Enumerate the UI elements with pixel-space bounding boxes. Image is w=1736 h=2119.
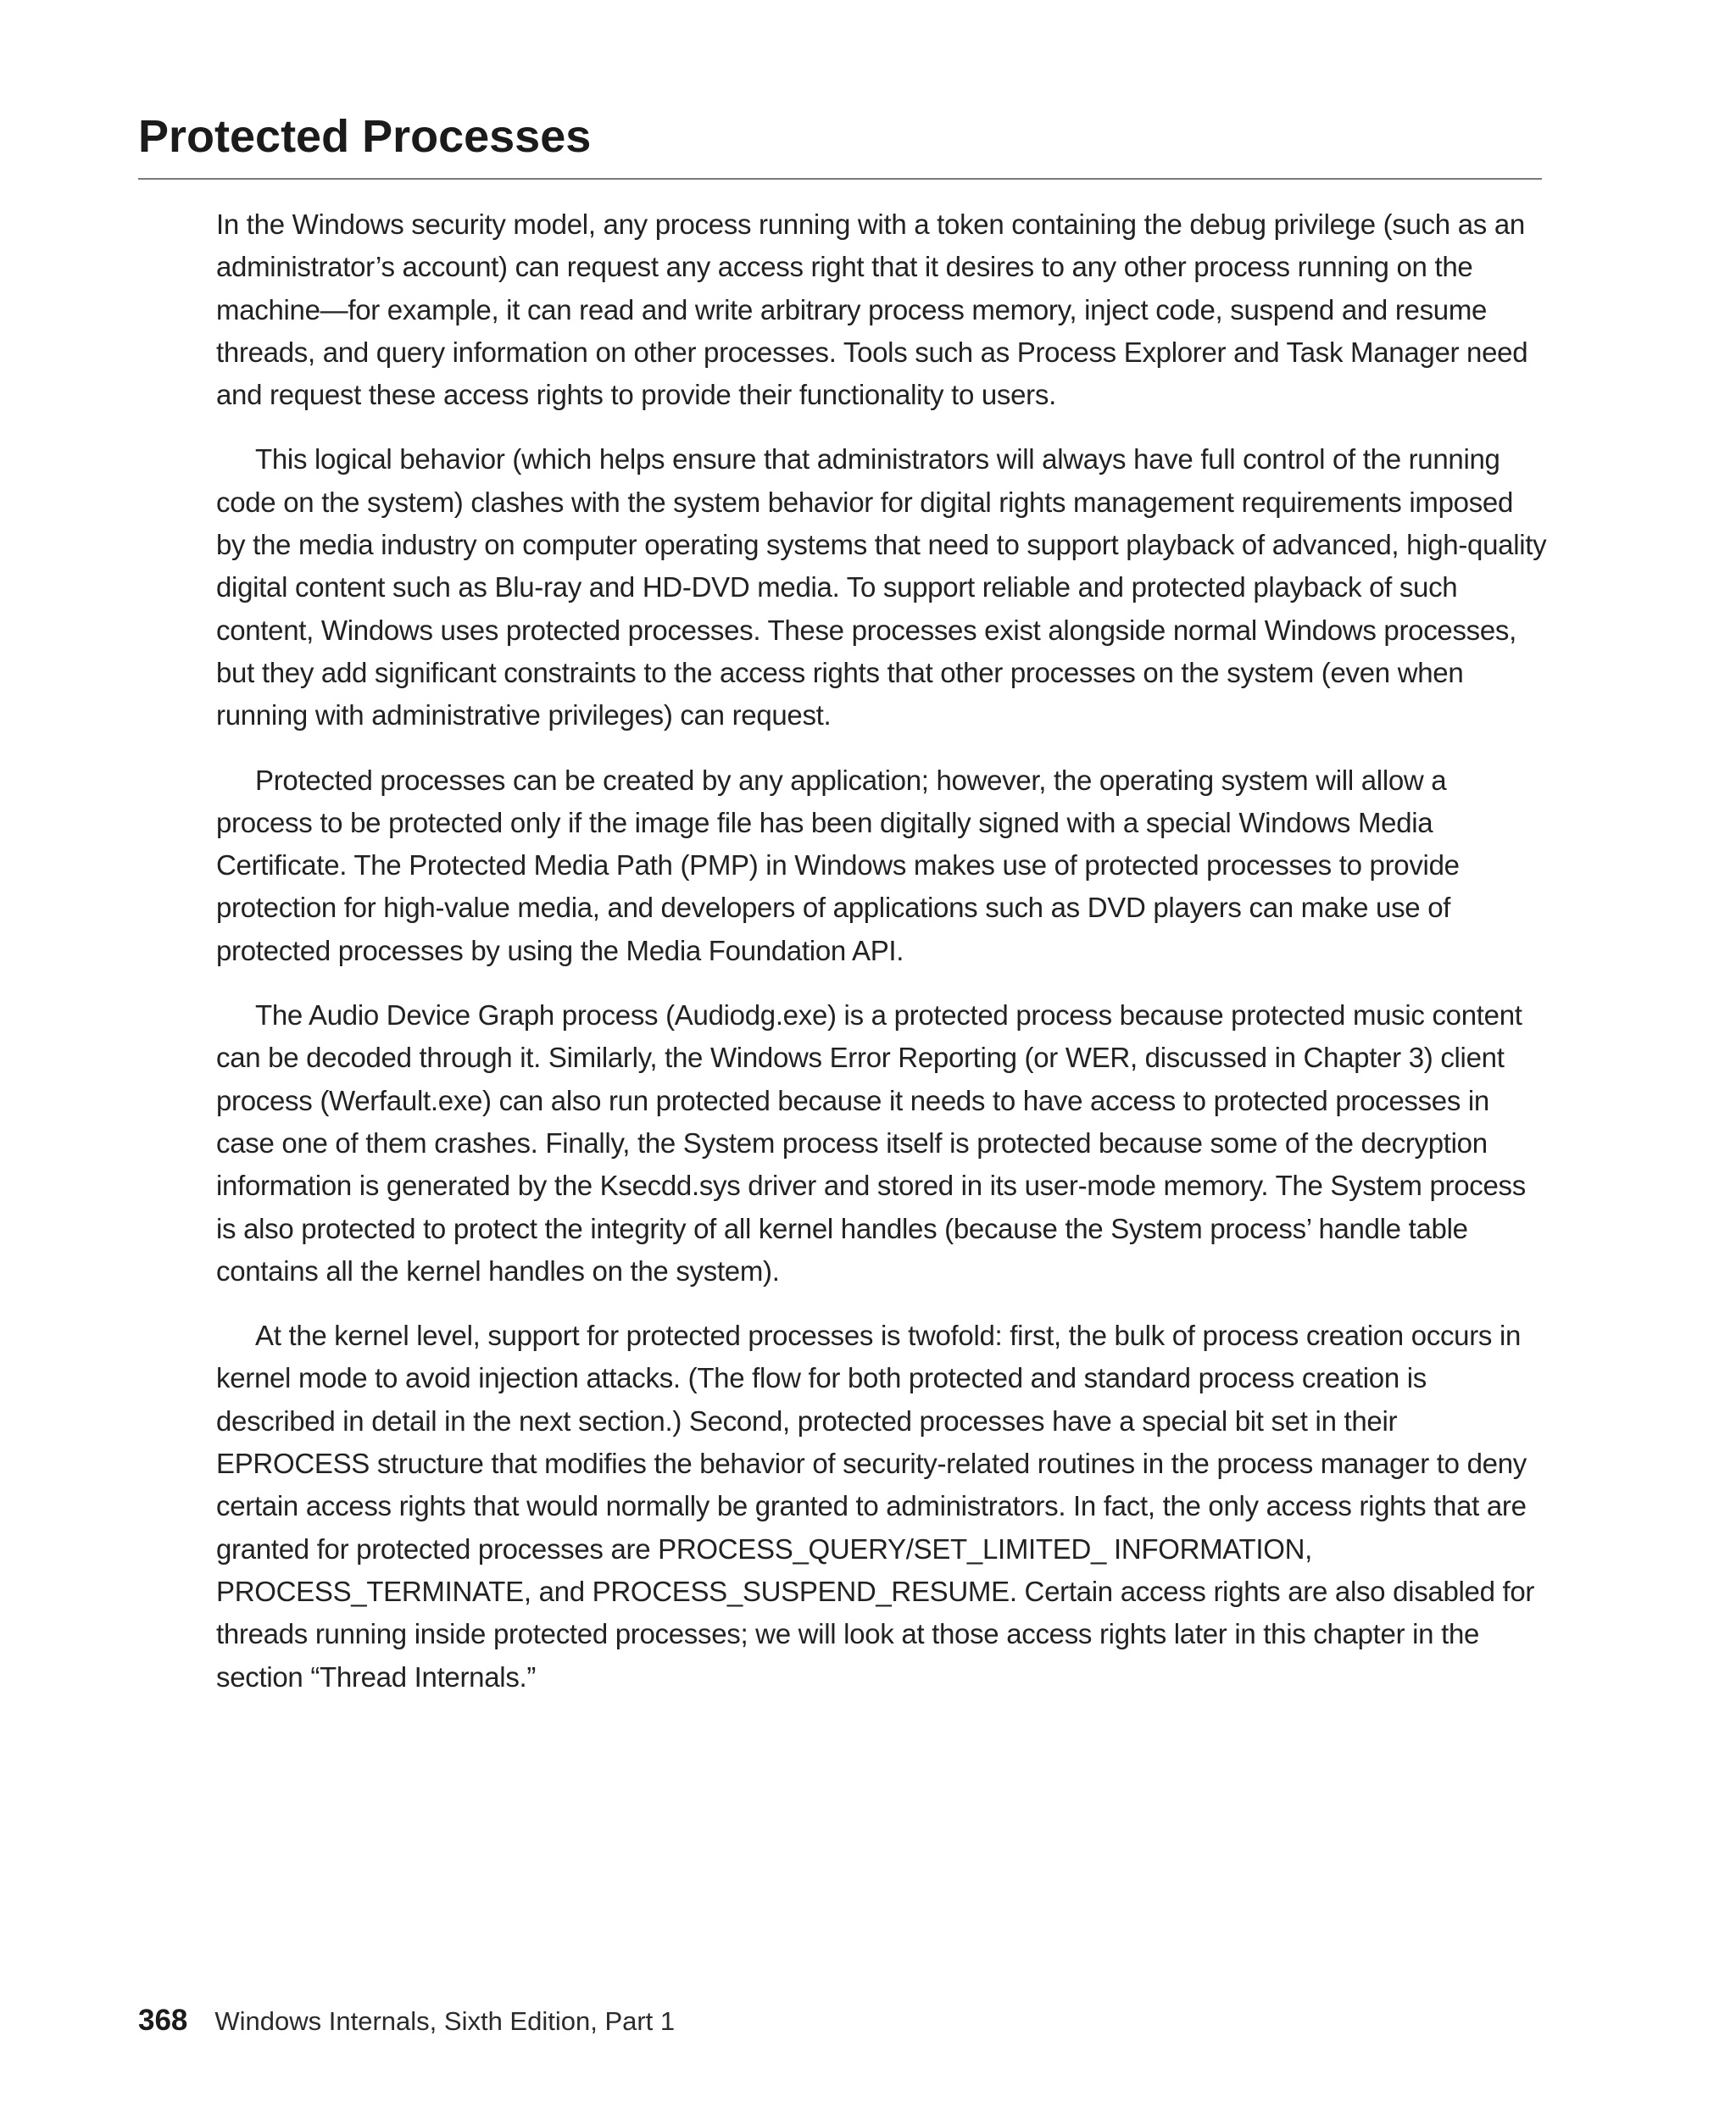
paragraph: The Audio Device Graph process (Audiodg.exe) is a protected process because protected music content can be decoded through it. Similarly, the Windows Error Reporting (or WER, discussed in Chapter 3) client process (Werfault.exe) can also run protected because it needs to have access to protected processes in case one of them crashes. Finally, the System process itself is protected because some of the decryption information is generated by the Ksecdd.sys driver and stored in its user-mode memory. The System process is also protected to protect the integrity of all kernel handles (because the System process’ handle table contains all the kernel handles on the system). xyxy=(216,999,1526,1287)
paragraph: In the Windows security model, any process running with a token containing the debug privilege (such as an administrator’s account) can request any access right that it desires to any other process running on the machine—for example, it can read and write arbitrary process memory, inject code, suspend and resume threads, and query information on other processes. Tools such as Process Explorer and Task Manager need and request these access rights to provide their functionality to users. xyxy=(216,209,1528,411)
paragraph: Protected processes can be created by any application; however, the operating system will allow a process to be protected only if the image file has been digitally signed with a special Windows Media Certificate. The Protected Media Path (PMP) in Windows makes use of protected processes to provide protection for high-value media, and developers of applications such as DVD players can make use of protected processes by using the Media Foundation API. xyxy=(216,764,1460,966)
page-number: 368 xyxy=(138,2004,188,2037)
heading-divider xyxy=(138,178,1542,180)
paragraph: This logical behavior (which helps ensure that administrators will always have full control of the running code on the system) clashes with the system behavior for digital rights management requirements imposed by the media industry on computer operating systems that need to support playback of advanced, high-quality digital content such as Blu-ray and HD-DVD media. To support reliable and protected playback of such content, Windows uses protected processes. These processes exist alongside normal Windows processes, but they add significant constraints to the access rights that other processes on the system (even when running with administrative privileges) can request. xyxy=(216,443,1547,731)
book-title: Windows Internals, Sixth Edition, Part 1 xyxy=(214,2006,676,2036)
body-text xyxy=(216,203,1547,1721)
section-heading: Protected Processes xyxy=(138,111,592,162)
page-footer xyxy=(138,2004,675,2046)
paragraph: At the kernel level, support for protected processes is twofold: first, the bulk of process creation occurs in kernel mode to avoid injection attacks. (The flow for both protected and standard process creation is described in detail in the next section.) Second, protected processes have a special bit set in their EPROCESS structure that modifies the behavior of security-related routines in the process manager to deny certain access rights that would normally be granted to administrators. In fact, the only access rights that are granted for protected processes are PROCESS_QUERY/SET_LIMITED_ INFORMATION, PROCESS_TERMINATE, and PROCESS_SUSPEND_RESUME. Certain access rights are also disabled for threads running inside protected processes; we will look at those access rights later in this chapter in the section “Thread Internals.” xyxy=(216,1320,1535,1693)
